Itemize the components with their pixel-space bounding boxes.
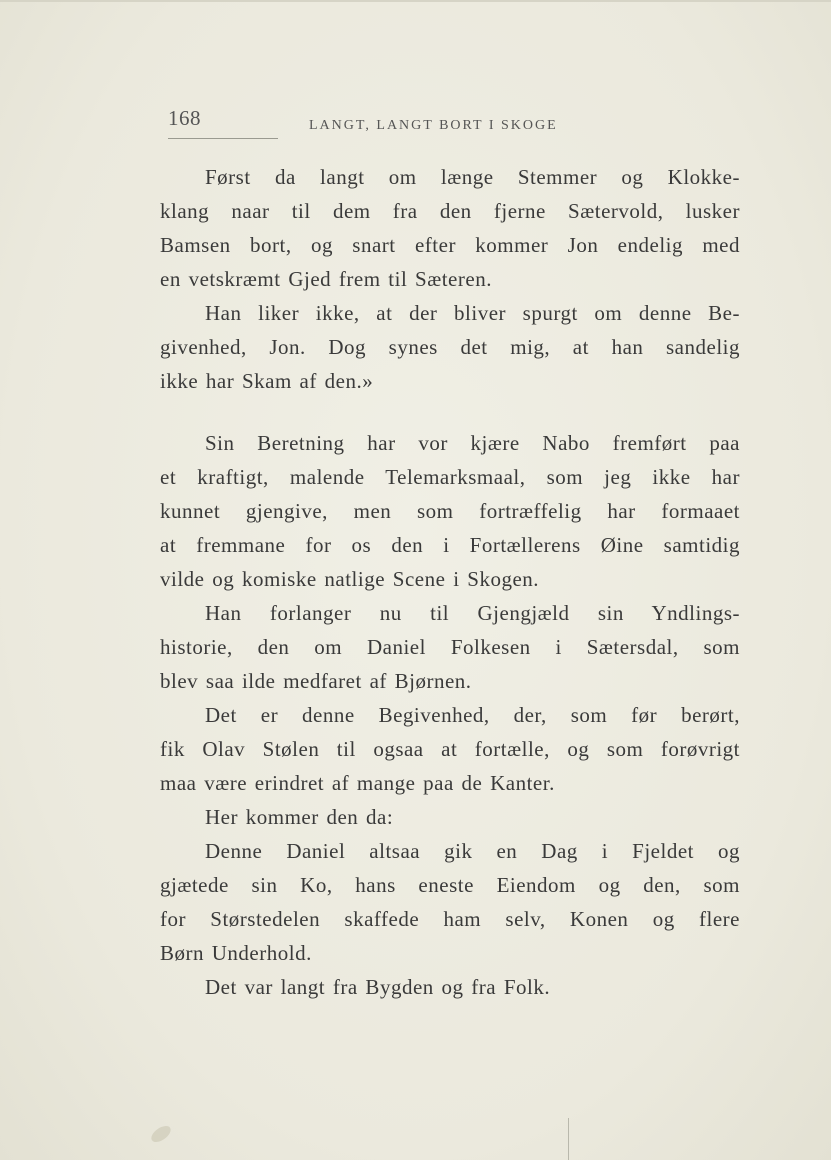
page-number: 168 <box>168 106 201 130</box>
paragraph <box>160 296 740 398</box>
text-line: Her kommer den da: <box>205 805 394 829</box>
text-line: givenhed, Jon. Dog synes det mig, at han sandelig <box>160 335 740 359</box>
text-line: Bamsen bort, og snart efter kommer Jon endelig med <box>160 233 740 257</box>
text-line: at fremmane for os den i Fortællerens Øine samtidig <box>160 533 740 557</box>
text-line: Denne Daniel altsaa gik en Dag i Fjeldet og <box>205 839 740 863</box>
text-line: Sin Beretning har vor kjære Nabo fremført paa <box>205 431 740 455</box>
paragraph <box>160 970 740 1004</box>
text-line: historie, den om Daniel Folkesen i Sætersdal, som <box>160 635 740 659</box>
text-line: et kraftigt, malende Telemarksmaal, som jeg ikke har <box>160 465 740 489</box>
text-line: maa være erindret af mange paa de Kanter. <box>160 771 555 795</box>
text-line: Han forlanger nu til Gjengjæld sin Yndlings- <box>205 601 740 625</box>
text-line: en vetskræmt Gjed frem til Sæteren. <box>160 267 492 291</box>
text-line: ikke har Skam af den.» <box>160 369 374 393</box>
text-line: fik Olav Stølen til ogsaa at fortælle, og som forøvrigt <box>160 737 740 761</box>
text-line: klang naar til dem fra den fjerne Sætervold, lusker <box>160 199 740 223</box>
text-line: vilde og komiske natlige Scene i Skogen. <box>160 567 540 591</box>
body-text <box>160 160 740 1004</box>
paragraph <box>160 698 740 800</box>
text-line: gjætede sin Ko, hans eneste Eiendom og den, som <box>160 873 740 897</box>
running-title: LANGT, LANGT BORT I SKOGE <box>309 118 558 133</box>
paragraph <box>160 160 740 296</box>
text-line: for Størstedelen skaffede ham selv, Konen og flere <box>160 907 740 931</box>
paragraph <box>160 596 740 698</box>
text-line: Han liker ikke, at der bliver spurgt om denne Be- <box>205 301 740 325</box>
paragraph <box>160 426 740 596</box>
page-top-edge <box>0 0 831 2</box>
text-line: Først da langt om længe Stemmer og Klokke- <box>205 165 740 189</box>
text-line: Det er denne Begivenhed, der, som før berørt, <box>205 703 740 727</box>
text-line: Børn Underhold. <box>160 941 312 965</box>
text-line: Det var langt fra Bygden og fra Folk. <box>205 975 551 999</box>
paragraph <box>160 800 740 834</box>
text-line: blev saa ilde medfaret af Bjørnen. <box>160 669 472 693</box>
paper-smudge <box>149 1123 174 1145</box>
paragraph <box>160 834 740 970</box>
margin-mark <box>568 1118 569 1160</box>
section-gap <box>160 398 740 426</box>
header-rule <box>168 138 278 139</box>
text-line: kunnet gjengive, men som fortræffelig har formaaet <box>160 499 740 523</box>
